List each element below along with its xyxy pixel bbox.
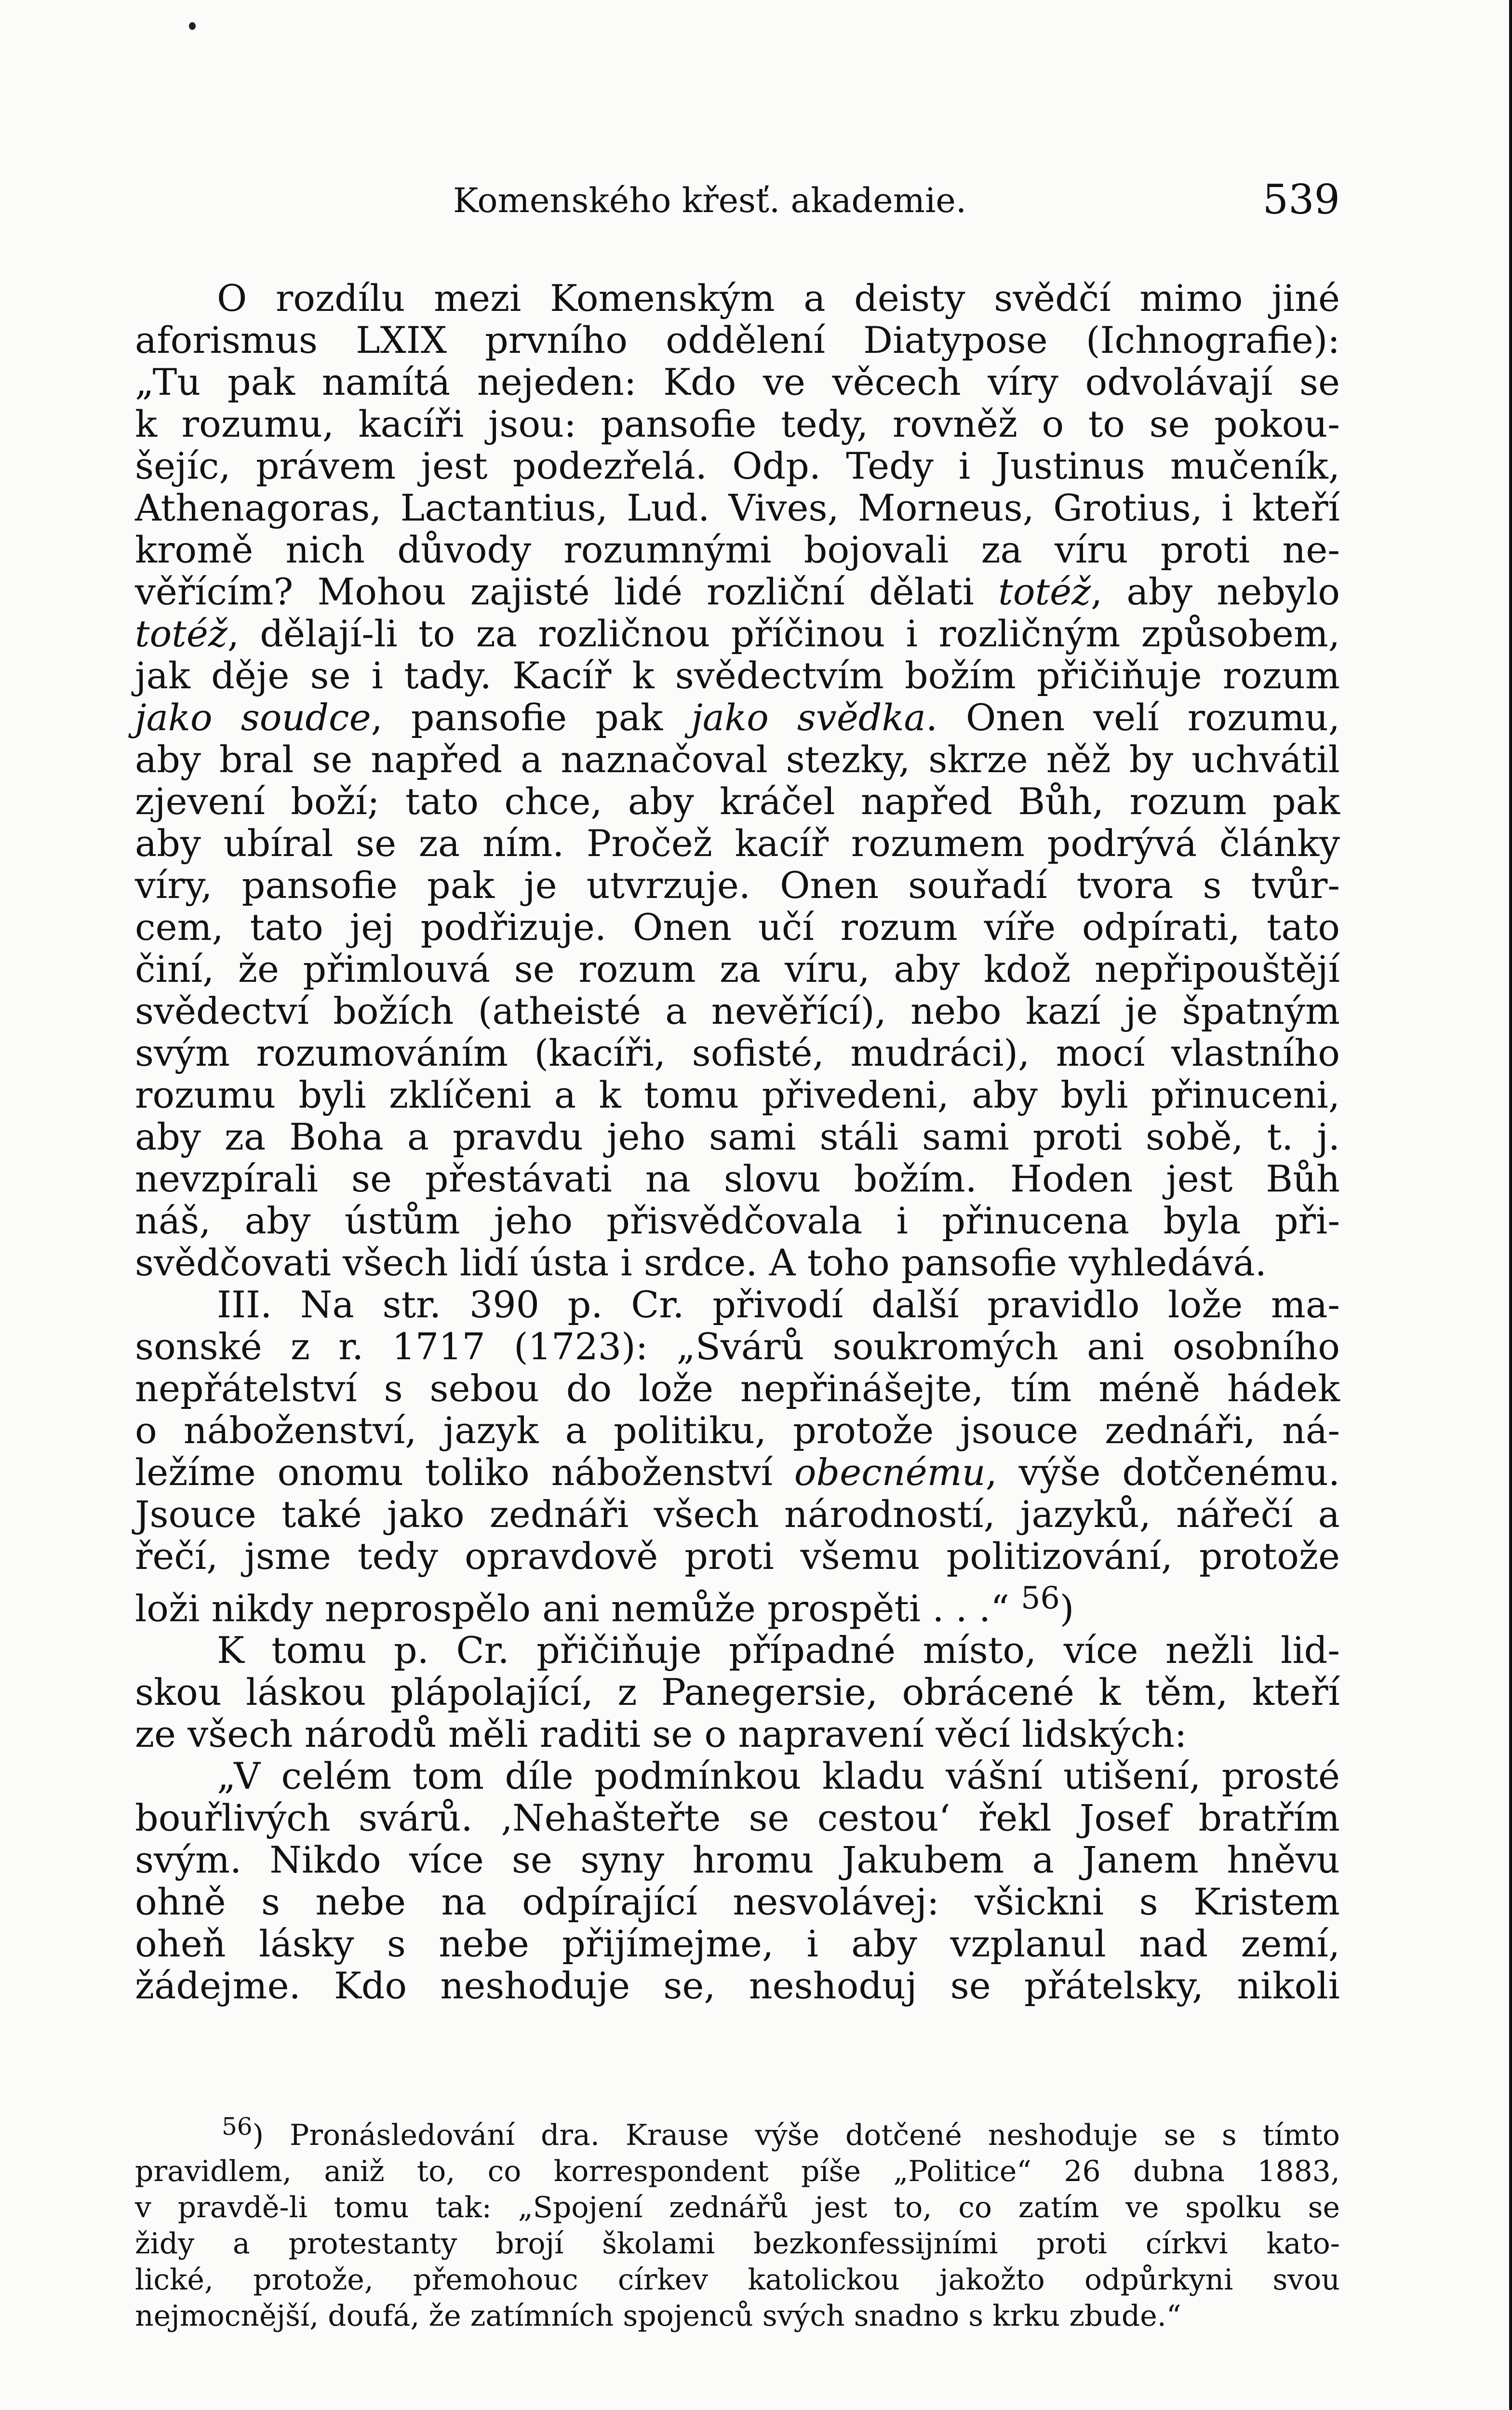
page-header xyxy=(135,176,1340,234)
italic-run: totéž xyxy=(135,612,227,655)
text-line: sonské z r. 1717 (1723): „Svárů soukromých ani osobního xyxy=(135,1325,1340,1368)
text-line: činí, že přimlouvá se rozum za víru, aby kdož nepřipouštějí xyxy=(135,948,1340,991)
text-line: oheň lásky s nebe přijímejme, i aby vzplanul nad zemí, xyxy=(135,1922,1340,1966)
main-text xyxy=(135,277,1340,2007)
text-line xyxy=(135,696,1340,738)
text-line: víry, pansofie pak je utvrzuje. Onen souřadí tvora s tvůr- xyxy=(135,864,1340,907)
text-line: zjevení boží; tato chce, aby kráčel napřed Bůh, rozum pak xyxy=(135,780,1340,823)
text-run: . Onen velí rozumu, xyxy=(925,696,1340,739)
text-run: věřícím? Mohou zajisté lidé rozliční dělati xyxy=(135,570,974,613)
text-run: , dělají-li to za rozličnou příčinou i rozličným způsobem, xyxy=(227,612,1340,655)
text-line: svědectví božích (atheisté a nevěřící), nebo kazí je špatným xyxy=(135,990,1340,1032)
text-run: ) Pronásledování dra. Krause výše dotčené neshoduje se s tímto xyxy=(252,2118,1340,2152)
text-run: ) xyxy=(1059,1587,1074,1630)
text-line xyxy=(135,613,1340,655)
text-line: svým. Nikdo více se syny hromu Jakubem a Janem hněvu xyxy=(135,1838,1340,1882)
footnote-marker: 56 xyxy=(222,2113,253,2141)
text-line: „Tu pak namítá nejeden: Kdo ve věcech víry odvolávají se xyxy=(135,361,1340,403)
text-run: , pansofie pak xyxy=(371,696,663,739)
italic-run: jako soudce xyxy=(135,696,371,739)
text-line: kromě nich důvody rozumnými bojovali za víru proti ne- xyxy=(135,528,1340,571)
text-line: „V celém tom díle podmínkou kladu vášní utišení, prosté xyxy=(217,1754,1340,1798)
text-line: svým rozumováním (kacíři, sofisté, mudráci), mocí vlastního xyxy=(135,1031,1340,1074)
text-line: aby ubíral se za ním. Pročež kacíř rozumem podrývá články xyxy=(135,822,1340,865)
footnote-line: pravidlem, aniž to, co korrespondent píše „Politice“ 26 dubna 1883, xyxy=(135,2155,1340,2188)
text-run: ležíme onomu toliko náboženství xyxy=(135,1451,773,1494)
text-line: O rozdílu mezi Komenským a deisty svědčí mimo jiné xyxy=(217,277,1340,320)
text-line: náš, aby ústům jeho přisvědčovala i přinucena byla při- xyxy=(135,1199,1340,1242)
text-line xyxy=(135,571,1340,613)
text-line: jak děje se i tady. Kacíř k svědectvím božím přičiňuje rozum xyxy=(135,654,1340,697)
text-line: o náboženství, jazyk a politiku, protože jsouce zednáři, ná- xyxy=(135,1409,1340,1452)
text-run: loži nikdy neprospělo ani nemůže prospěti . . .“ xyxy=(135,1587,1009,1630)
text-line: svědčovati všech lidí ústa i srdce. A toho pansofie vyhledává. xyxy=(135,1241,1267,1284)
print-speck xyxy=(189,22,196,30)
text-line: řečí, jsme tedy opravdově proti všemu politizování, protože xyxy=(135,1535,1340,1578)
footnote-ref: 56 xyxy=(1021,1580,1060,1616)
text-line: aby za Boha a pravdu jeho sami stáli sami proti sobě, t. j. xyxy=(135,1115,1340,1158)
text-line: nevzpírali se přestávati na slovu božím. Hoden jest Bůh xyxy=(135,1157,1340,1200)
text-run: , aby nebylo xyxy=(1091,570,1340,613)
italic-run: jako svědka xyxy=(691,696,926,739)
text-line: Athenagoras, Lactantius, Lud. Vives, Morneus, Grotius, i kteří xyxy=(135,486,1340,529)
text-run: , výše dotčenému. xyxy=(985,1451,1340,1494)
footnote-line: nejmocnější, doufá, že zatímních spojenců svých snadno s krku zbude.“ xyxy=(135,2299,1181,2333)
running-title: Komenského křesť. akademie. xyxy=(453,181,967,220)
footnote-line: židy a protestanty brojí školami bezkonfessijními proti církvi kato- xyxy=(135,2227,1340,2261)
text-line: ohně s nebe na odpírající nesvolávej: všickni s Kristem xyxy=(135,1880,1340,1924)
footnote-line: v pravdě-li tomu tak: „Spojení zednářů jest to, co zatím ve spolku se xyxy=(135,2191,1340,2224)
text-line: III. Na str. 390 p. Cr. přivodí další pravidlo lože ma- xyxy=(217,1283,1340,1326)
text-line: k rozumu, kacíři jsou: pansofie tedy, rovněž o to se pokou- xyxy=(135,402,1340,445)
italic-run: totéž xyxy=(998,570,1091,613)
italic-run: obecnému xyxy=(794,1451,986,1494)
text-line: nepřátelství s sebou do lože nepřinášejte, tím méně hádek xyxy=(135,1367,1340,1410)
text-line: bouřlivých svárů. ‚Nehašteřte se cestou‘ řekl Josef bratřím xyxy=(135,1796,1340,1840)
text-line: K tomu p. Cr. přičiňuje případné místo, více nežli lid- xyxy=(217,1629,1340,1672)
page-number: 539 xyxy=(1262,176,1340,223)
text-line: šejíc, právem jest podezřelá. Odp. Tedy i Justinus mučeník, xyxy=(135,444,1340,487)
footnote-line: lické, protože, přemohouc církev katolickou jakožto odpůrkyni svou xyxy=(135,2263,1340,2297)
text-line: žádejme. Kdo neshoduje se, neshoduj se přátelsky, nikoli xyxy=(135,1964,1340,2008)
text-line: Jsouce také jako zednáři všech národností, jazyků, nářečí a xyxy=(135,1493,1340,1536)
text-line xyxy=(135,1451,1340,1493)
footnote-line xyxy=(135,2109,1340,2154)
text-line: skou láskou plápolající, z Panegersie, obrácené k těm, kteří xyxy=(135,1671,1340,1714)
text-line xyxy=(135,1577,1340,1629)
footnote-block xyxy=(135,2109,1340,2334)
text-line: aby bral se napřed a naznačoval stezky, skrze něž by uchvátil xyxy=(135,738,1340,781)
text-line: cem, tato jej podřizuje. Onen učí rozum víře odpírati, tato xyxy=(135,906,1340,949)
text-line: rozumu byli zklíčeni a k tomu přivedeni, aby byli přinuceni, xyxy=(135,1073,1340,1116)
text-line: ze všech národů měli raditi se o napravení věcí lidských: xyxy=(135,1713,1187,1756)
text-line: aforismus LXIX prvního oddělení Diatypose (Ichnografie): xyxy=(135,319,1340,362)
